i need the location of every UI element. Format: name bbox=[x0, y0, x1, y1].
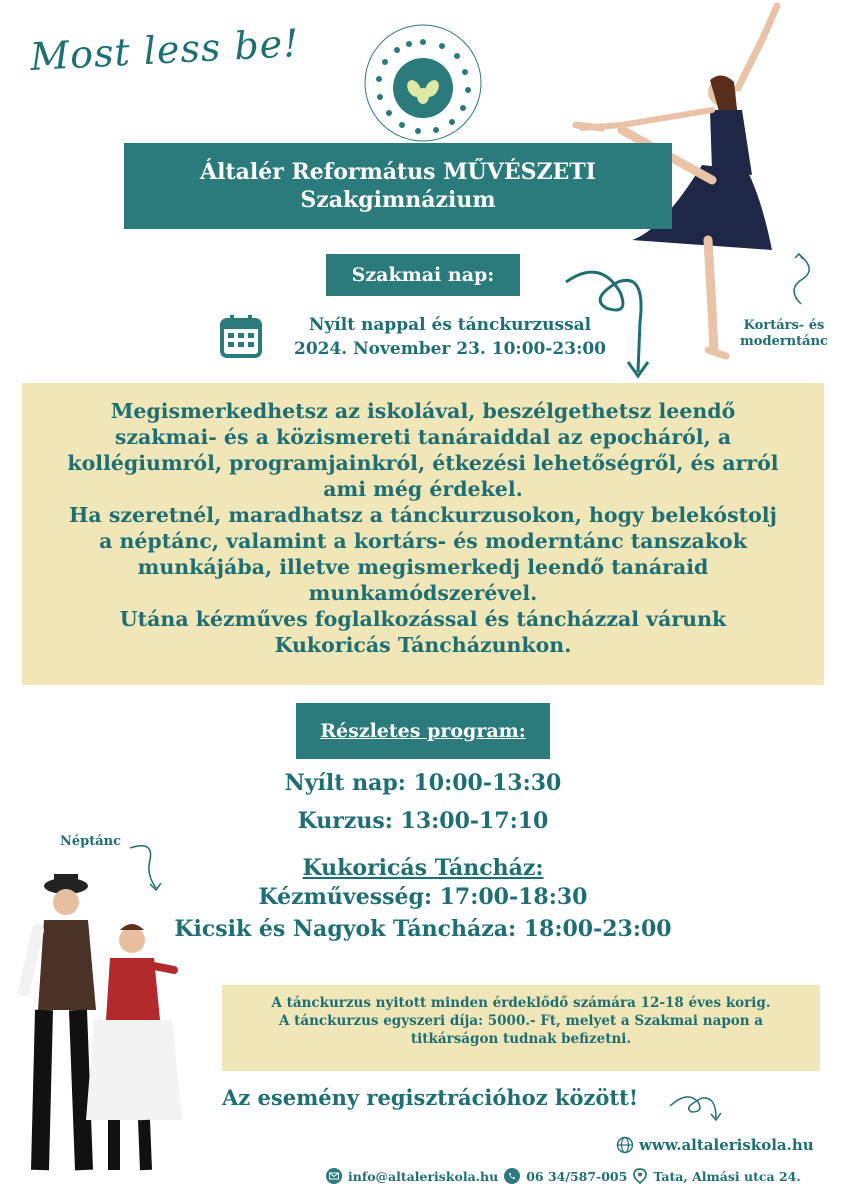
email-icon bbox=[326, 1168, 342, 1184]
description-line: ami még érdekel. bbox=[323, 477, 523, 501]
email-link[interactable]: info@altaleriskola.hu bbox=[348, 1168, 499, 1184]
description-line: szakmai- és a közismereti tanáraiddal az epocháról, a bbox=[114, 425, 732, 449]
schedule-crafts: Kézművesség: 17:00-18:30 bbox=[258, 884, 588, 910]
description-line: Utána kézműves foglalkozással és táncházzal várunk bbox=[119, 607, 727, 631]
website-text: www.altaleriskola.hu bbox=[639, 1136, 814, 1154]
schedule-dance-house: Kicsik és Nagyok Táncháza: 18:00-23:00 bbox=[174, 916, 672, 942]
curly-arrow-icon bbox=[668, 1088, 724, 1128]
location-pin-icon bbox=[633, 1168, 647, 1184]
caption-folk-dance: Néptánc bbox=[60, 834, 122, 849]
note-line-2: A tánckurzus egyszeri díja: 5000.- Ft, melyet a Szakmai napon a bbox=[278, 1013, 764, 1029]
address-text: Tata, Almási utca 24. bbox=[653, 1168, 801, 1184]
open-day-info bbox=[270, 313, 630, 361]
szakmai-nap-label: Szakmai nap: bbox=[326, 254, 520, 296]
description-line: munkamódszerével. bbox=[308, 581, 538, 605]
description-line: Kukoricás Táncházunkon. bbox=[274, 633, 572, 657]
school-logo-icon bbox=[362, 22, 484, 144]
contact-footer bbox=[326, 1168, 801, 1184]
title-line-2: Szakgimnázium bbox=[300, 187, 496, 213]
note-line-1: A tánckurzus nyitott minden érdeklődő számára 12-18 éves korig. bbox=[271, 995, 771, 1011]
title-line-1: Általér Református MŰVÉSZETI bbox=[200, 159, 596, 185]
curly-arrow-icon bbox=[785, 250, 825, 310]
schedule-dance-house-title: Kukoricás Táncház: bbox=[302, 855, 544, 881]
note-text bbox=[222, 994, 820, 1048]
open-day-line-1: Nyílt nappal és tánckurzussal bbox=[308, 315, 592, 335]
caption-modern-dance: Kortárs- és moderntánc bbox=[740, 318, 828, 349]
schedule-course: Kurzus: 13:00-17:10 bbox=[297, 808, 549, 834]
note-line-3: titkárságon tudnak befizetni. bbox=[410, 1031, 632, 1047]
globe-icon bbox=[616, 1136, 634, 1154]
description-line: Ha szeretnél, maradhatsz a tánckurzusokon, hogy belekóstolj bbox=[69, 503, 777, 527]
website-link[interactable] bbox=[616, 1136, 814, 1154]
description-line: kollégiumról, programjainkról, étkezési lehetőségről, és arról bbox=[67, 451, 779, 475]
description-text bbox=[22, 398, 824, 658]
slogan: Most less be! bbox=[29, 20, 301, 80]
phone-number[interactable]: 06 34/587-005 bbox=[526, 1168, 628, 1184]
school-title bbox=[124, 143, 672, 229]
calendar-icon bbox=[220, 314, 262, 358]
schedule-open-day: Nyílt nap: 10:00-13:30 bbox=[284, 770, 562, 796]
description-line: a néptánc, valamint a kortárs- és moderntánc tanszakok bbox=[99, 529, 747, 553]
whatsapp-phone-icon bbox=[504, 1168, 520, 1184]
description-line: Megismerkedhetsz az iskolával, beszélgethetsz leendő bbox=[110, 399, 736, 423]
registration-call: Az esemény regisztrációhoz között! bbox=[222, 1085, 639, 1110]
open-day-date: 2024. November 23. 10:00-23:00 bbox=[293, 339, 607, 359]
detailed-program-label: Részletes program: bbox=[296, 703, 550, 759]
folk-dance-couple-image bbox=[14, 870, 194, 1195]
description-line: munkájába, illetve megismerkedj leendő tanáraid bbox=[137, 555, 709, 579]
